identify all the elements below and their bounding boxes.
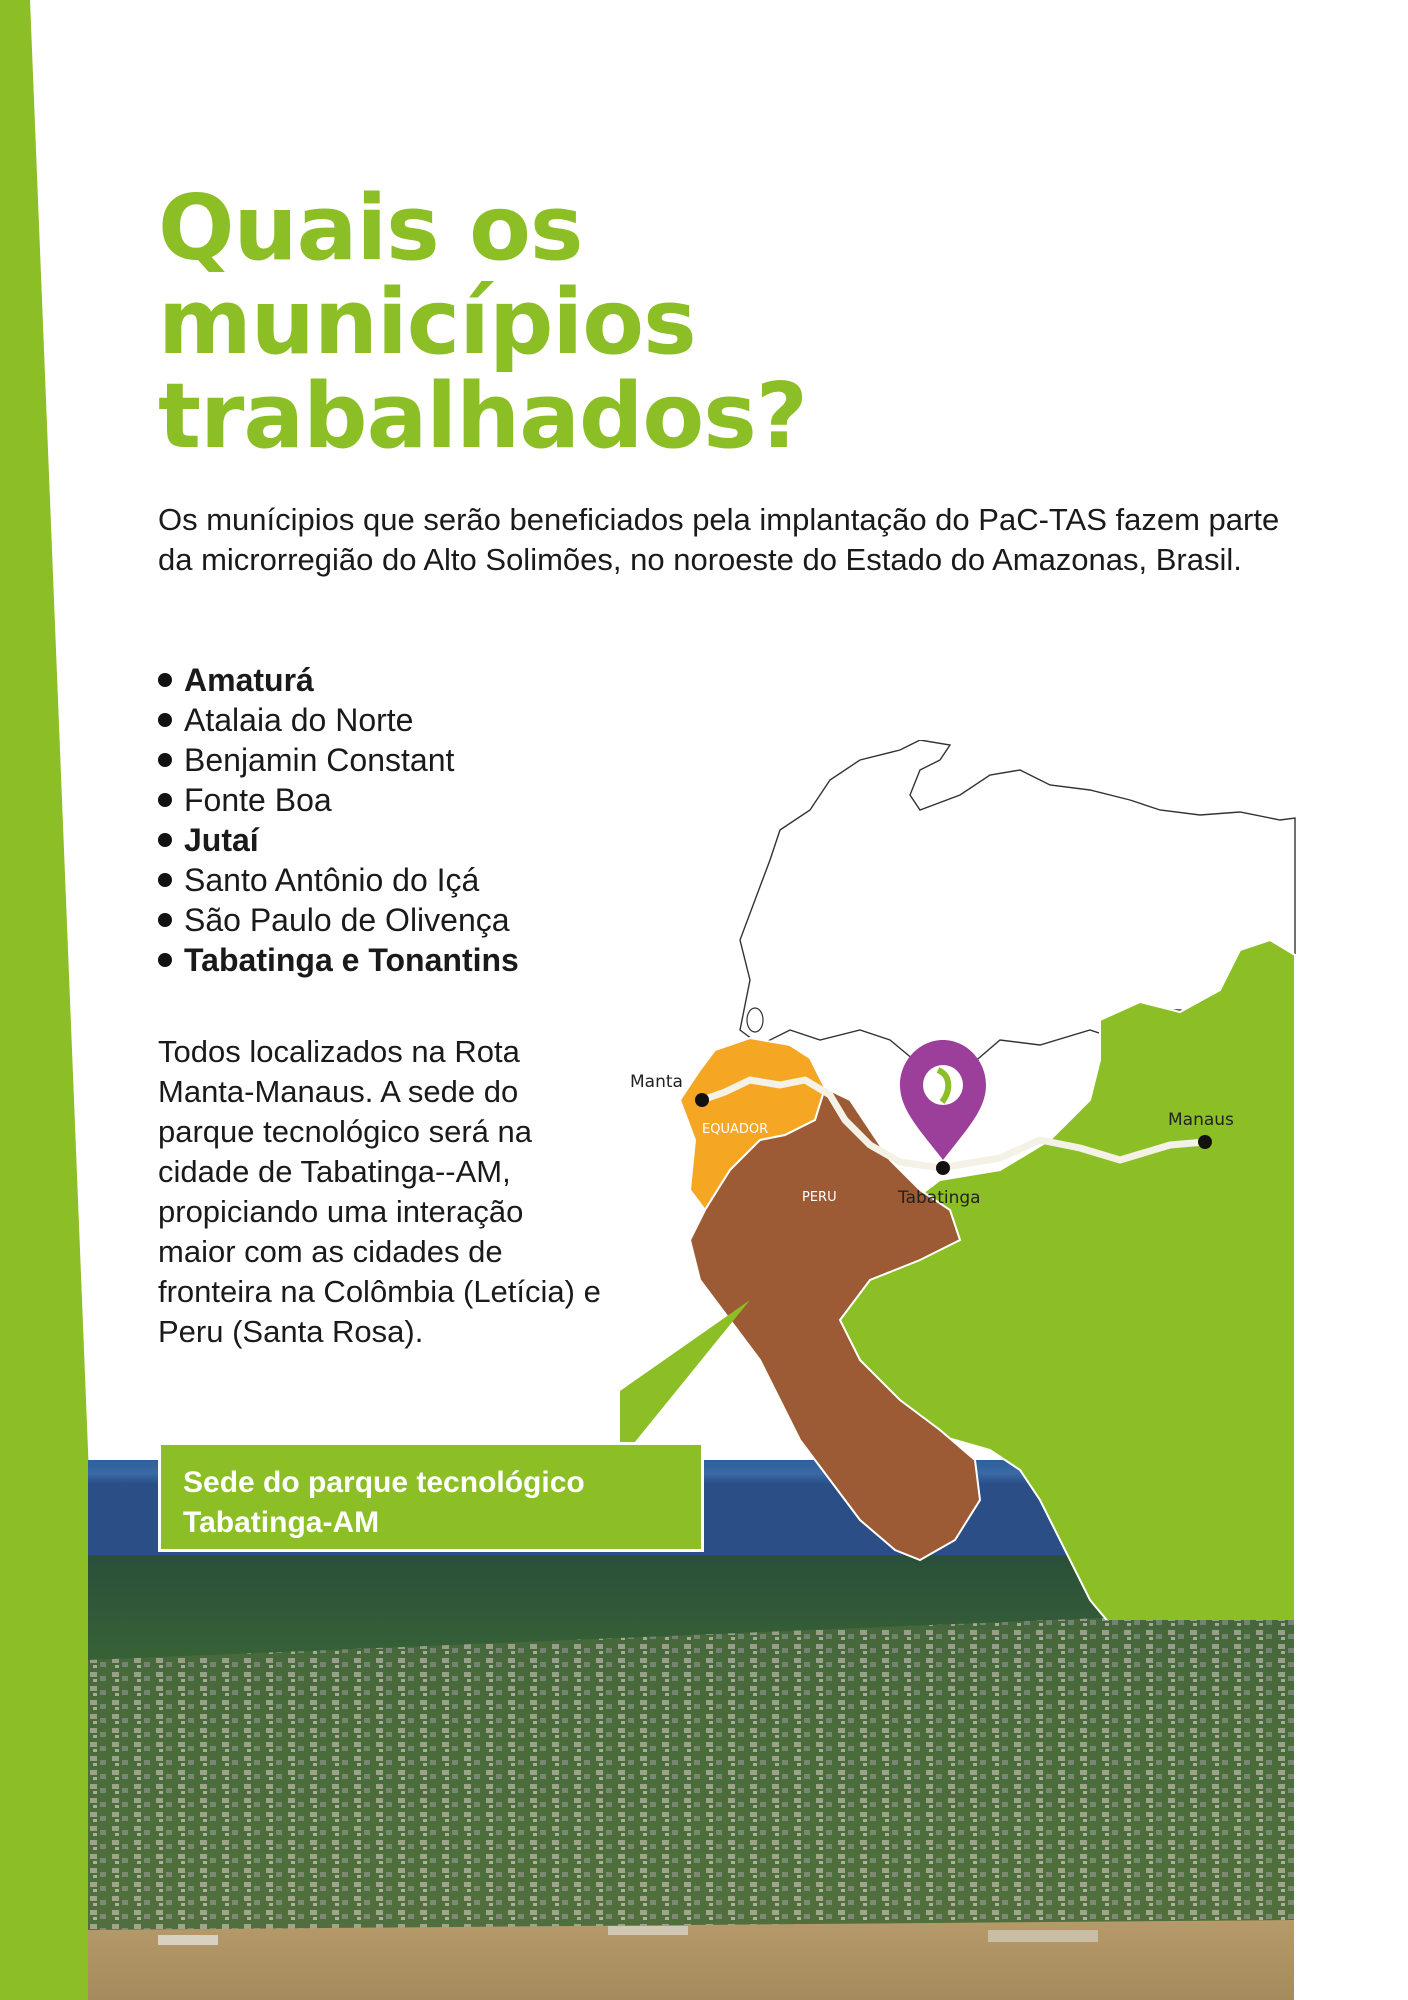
- list-item: [158, 740, 519, 780]
- list-item: [158, 900, 519, 940]
- location-pin-icon: [900, 1040, 986, 1160]
- map-graphic: [620, 740, 1300, 1620]
- list-item: [158, 820, 519, 860]
- municipality-name: Benjamin Constant: [184, 742, 455, 778]
- title-line-3: trabalhados?: [158, 364, 807, 469]
- manta-dot-icon: [695, 1093, 709, 1107]
- municipality-name: Tabatinga e Tonantins: [184, 942, 519, 978]
- map-label-tabatinga: Tabatinga: [898, 1188, 981, 1208]
- sede-title: Sede do parque tecnológico: [183, 1466, 585, 1499]
- list-item: [158, 940, 519, 980]
- list-item: [158, 860, 519, 900]
- municipality-list: [158, 660, 519, 980]
- manaus-dot-icon: [1198, 1135, 1212, 1149]
- tabatinga-dot-icon: [936, 1161, 950, 1175]
- municipality-name: Amaturá: [184, 662, 314, 698]
- municipality-name: Fonte Boa: [184, 782, 332, 818]
- bullet-icon: [158, 953, 172, 967]
- municipality-name: Jutaí: [184, 822, 259, 858]
- sede-callout-box: [158, 1442, 704, 1552]
- bullet-icon: [158, 873, 172, 887]
- bullet-icon: [158, 713, 172, 727]
- municipality-name: Santo Antônio do Içá: [184, 862, 480, 898]
- list-item: [158, 700, 519, 740]
- map-label-manaus: Manaus: [1168, 1110, 1234, 1130]
- title-line-1: Quais os: [158, 176, 583, 281]
- map-label-equador: EQUADOR: [702, 1122, 769, 1137]
- list-item: [158, 660, 519, 700]
- sede-subtitle: Tabatinga-AM: [183, 1506, 380, 1539]
- callout-pointer: [620, 1300, 750, 1448]
- page-title: [158, 176, 1058, 469]
- bullet-icon: [158, 793, 172, 807]
- municipality-name: São Paulo de Olivença: [184, 902, 510, 938]
- bullet-icon: [158, 673, 172, 687]
- map-label-peru: PERU: [802, 1190, 837, 1205]
- bullet-icon: [158, 833, 172, 847]
- bullet-icon: [158, 913, 172, 927]
- route-paragraph: Todos localizados na Rota Manta-Manaus. A sede do parque tecnológico será na cidade de Tabatinga--AM, propiciando uma interação maior com as cidades de fronteira na Colômbia (Letícia) e Peru (Santa Rosa).: [158, 1034, 601, 1349]
- title-line-2: municípios: [158, 270, 696, 375]
- municipality-name: Atalaia do Norte: [184, 702, 414, 738]
- list-item: [158, 780, 519, 820]
- route-map: [620, 740, 1300, 1620]
- bullet-icon: [158, 753, 172, 767]
- intro-paragraph: Os munícipios que serão beneficiados pela implantação do PaC-TAS fazem parte da microrregião do Alto Solimões, no noroeste do Estado do Amazonas, Brasil.: [158, 502, 1280, 577]
- map-label-manta: Manta: [630, 1072, 683, 1092]
